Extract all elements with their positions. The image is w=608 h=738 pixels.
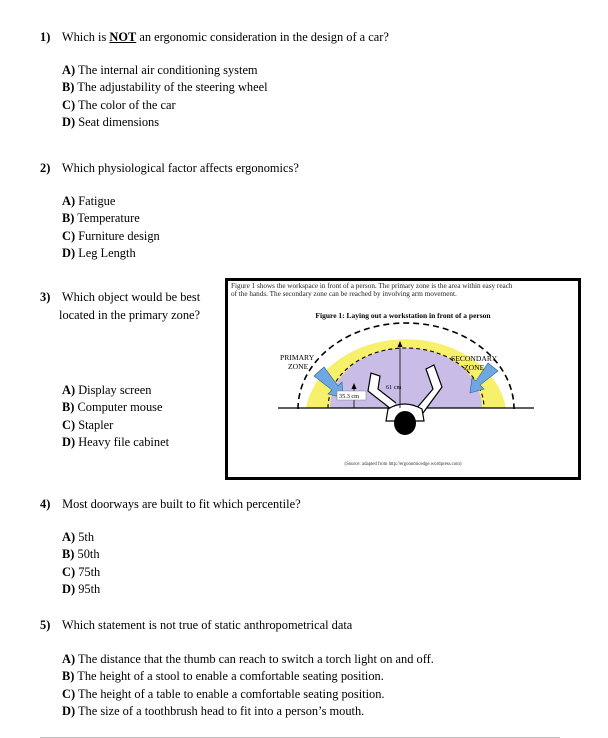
option-a[interactable]	[62, 651, 434, 668]
option-letter: D)	[62, 434, 76, 449]
option-c[interactable]	[62, 564, 100, 581]
question-3	[40, 289, 200, 323]
question-1-options	[62, 62, 268, 131]
option-text: Heavy file cabinet	[78, 434, 170, 449]
question-text-prefix: Which is	[61, 30, 110, 44]
option-text: 75th	[78, 564, 101, 579]
option-c[interactable]	[62, 686, 434, 703]
option-d[interactable]	[62, 581, 100, 598]
question-number: 3)	[40, 290, 51, 304]
option-b[interactable]	[62, 79, 268, 96]
option-letter: C)	[62, 417, 76, 432]
question-text: Which statement is not true of static anthropometrical data	[61, 618, 353, 632]
option-text: The internal air conditioning system	[77, 63, 258, 77]
measure-inner-label: 35.3 cm	[339, 393, 359, 400]
primary-zone-label-1: PRIMARY	[280, 353, 315, 362]
secondary-zone-label-2: ZONE	[464, 363, 485, 372]
option-text: Display screen	[78, 383, 152, 397]
question-text-line-1: Which object would be best	[61, 290, 201, 304]
question-number: 2)	[40, 161, 51, 175]
question-5	[40, 617, 352, 633]
option-text: The height of a stool to enable a comfortable seating position.	[77, 669, 384, 684]
question-text: Which physiological factor affects ergonomics?	[61, 161, 299, 175]
option-text: Fatigue	[78, 194, 116, 208]
question-number: 4)	[40, 497, 51, 511]
option-text: 50th	[77, 547, 100, 562]
option-a[interactable]	[62, 193, 160, 210]
option-d[interactable]	[62, 245, 160, 262]
option-text: Leg Length	[78, 245, 136, 260]
option-d[interactable]	[62, 703, 434, 720]
option-letter: D)	[62, 581, 76, 596]
option-b[interactable]	[62, 668, 434, 685]
option-text: Computer mouse	[77, 400, 163, 415]
figure-source: (Source: adapted from http://ergonomicedge.wordpress.com)	[344, 462, 462, 467]
option-letter: D)	[62, 245, 76, 260]
question-emphasis: NOT	[109, 30, 137, 44]
option-text: The color of the car	[77, 97, 176, 112]
option-letter: B)	[62, 669, 75, 684]
figure-title: Figure 1: Laying out a workstation in front of a person	[315, 311, 491, 320]
option-letter: B)	[62, 400, 75, 415]
option-letter: D)	[62, 114, 76, 129]
option-letter: A)	[62, 530, 76, 544]
option-text: The distance that the thumb can reach to switch a torch light on and off.	[77, 652, 434, 666]
figure-intro-line-2: of the hands. The secondary zone can be reached by involving arm movement.	[231, 290, 457, 299]
question-5-options	[62, 651, 434, 720]
option-a[interactable]	[62, 62, 268, 79]
option-letter: C)	[62, 228, 76, 243]
primary-zone-label-2: ZONE	[288, 362, 309, 371]
secondary-zone-label-1: SECONDARY	[451, 354, 497, 363]
question-1	[40, 29, 389, 45]
option-text: The size of a toothbrush head to fit into a person’s mouth.	[77, 703, 365, 718]
option-text: The height of a table to enable a comfortable seating position.	[77, 686, 385, 701]
question-text-suffix: an ergonomic consideration in the design of a car?	[136, 30, 389, 44]
option-text: Furniture design	[78, 228, 160, 243]
option-letter: A)	[62, 63, 76, 77]
option-a[interactable]	[62, 382, 169, 399]
figure-1	[225, 278, 581, 480]
option-text: The adjustability of the steering wheel	[77, 80, 268, 95]
question-number: 5)	[40, 618, 51, 632]
option-a[interactable]	[62, 529, 100, 546]
question-text-line-2: located in the primary zone?	[59, 308, 201, 322]
option-letter: B)	[62, 211, 75, 226]
option-letter: A)	[62, 194, 76, 208]
option-letter: B)	[62, 80, 75, 95]
question-2-options	[62, 193, 160, 262]
question-number: 1)	[40, 30, 51, 44]
question-4	[40, 496, 301, 512]
option-text: 5th	[78, 530, 95, 544]
option-b[interactable]	[62, 210, 160, 227]
option-text: Seat dimensions	[78, 114, 160, 129]
question-text: Most doorways are built to fit which percentile?	[62, 497, 301, 511]
measure-outer-label: 61 cm	[386, 384, 402, 391]
option-text: 95th	[78, 581, 101, 596]
option-c[interactable]	[62, 97, 268, 114]
option-letter: C)	[62, 97, 76, 112]
option-b[interactable]	[62, 399, 169, 416]
question-2	[40, 160, 299, 176]
option-d[interactable]	[62, 114, 268, 131]
option-letter: B)	[62, 547, 75, 562]
option-d[interactable]	[62, 434, 169, 451]
person-head	[394, 411, 416, 435]
question-4-options	[62, 529, 100, 598]
option-letter: C)	[62, 564, 76, 579]
option-letter: A)	[62, 383, 76, 397]
option-text: Stapler	[78, 417, 114, 432]
workstation-diagram	[228, 281, 578, 477]
question-3-options	[62, 382, 169, 451]
option-c[interactable]	[62, 417, 169, 434]
figure-intro-line-1: Figure 1 shows the workspace in front of a person. The primary zone is the area within easy reach	[231, 282, 513, 290]
option-letter: C)	[62, 686, 76, 701]
option-b[interactable]	[62, 546, 100, 563]
option-c[interactable]	[62, 228, 160, 245]
option-text: Temperature	[77, 211, 140, 226]
option-letter: D)	[62, 703, 76, 718]
option-letter: A)	[62, 652, 76, 666]
